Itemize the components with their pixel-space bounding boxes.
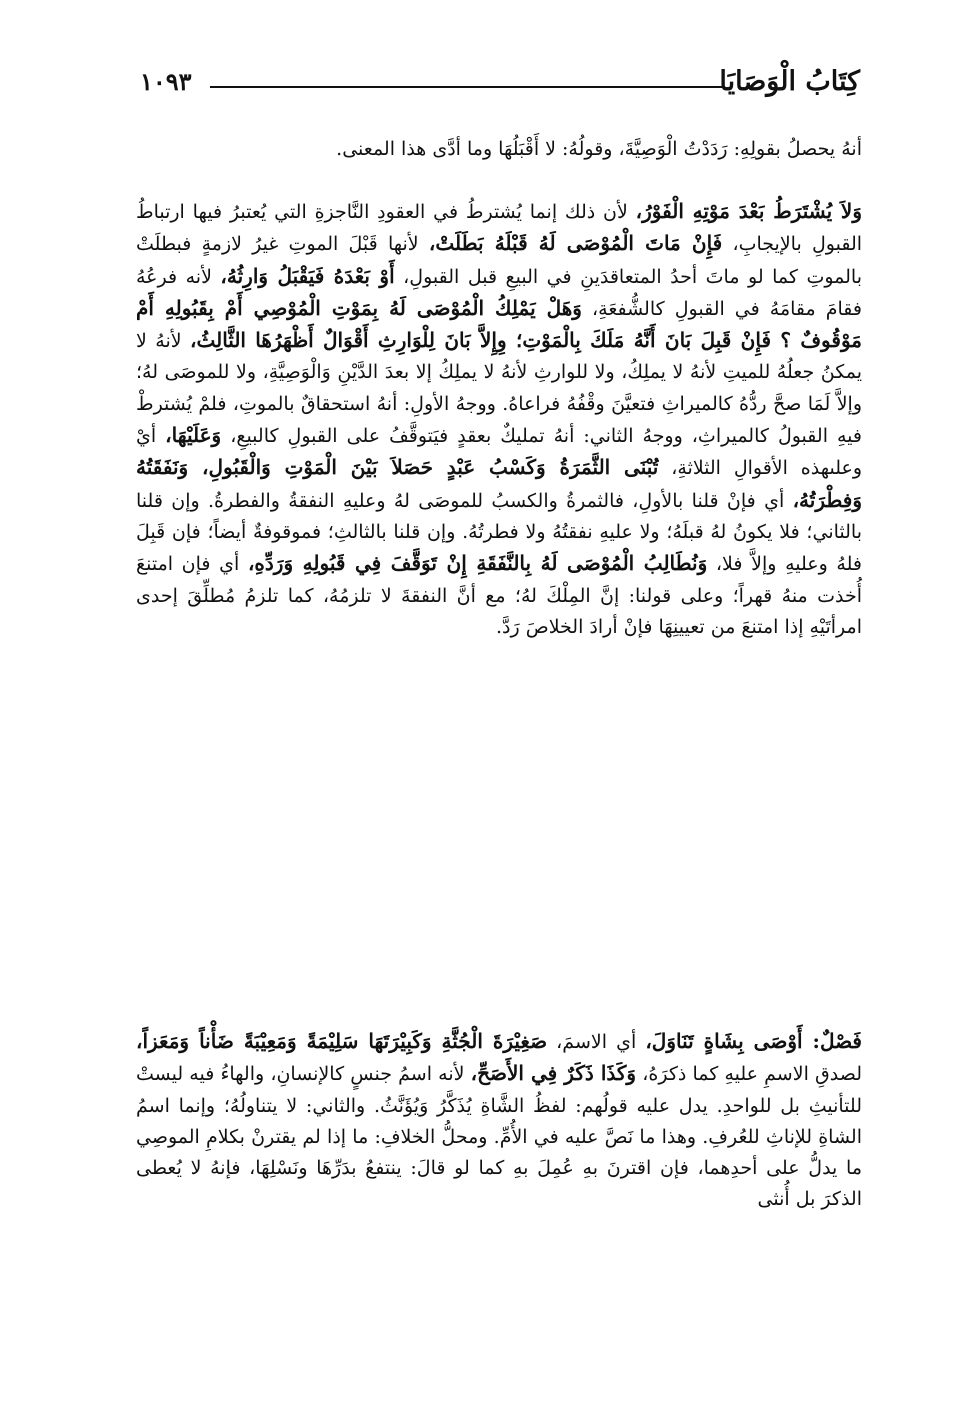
- commentary-text: لأن ذلك إنما يُشترطُ في العقودِ النَّاجزةِ التي يُعتبرُ فيها ارتباطُ القبولِ بالإيجابِ،: [136, 201, 863, 256]
- commentary-text: لأنها قَبْلَ الموتِ غيرُ لازمةٍ فبطلَتْ بالموتِ كما لو ماتَ أحدُ المتعاقدَينِ في البيعِ قبل القبولِ،: [136, 233, 863, 288]
- header-rule: [210, 86, 722, 88]
- chapter-title: كِتَابُ الْوَصَايَا: [719, 66, 860, 97]
- commentary-text: لأنهُ لا يمكنُ جعلُهُ للميتِ لأنهُ لا يملِكُ، ولا للوارثِ لأنهُ لا يملِكُ إلا بعدَ الدَّيْنِ وَالْوَصِيَّةِ، ولا للموصَى لهُ؛ وإلاَّ لَمَا صحَّ ردُّهُ كالميراثِ فتعيَّنَ وقْفُهُ فراعاهُ. ووجهُ الأولِ: أنهُ استحقاقٌ بالموتِ، فلمْ يُشترطْ فيهِ القبولُ كالميراثِ، ووجهُ الثاني: أنهُ تمليكٌ بعقدٍ فيَتوقَّفُ على القبولِ كالبيعِ،: [136, 330, 862, 448]
- commentary-text: لأنه اسمُ جنسٍ كالإنسانِ، والهاءُ فيه ليستْ للتأنيثِ بل للواحدِ. يدل عليه قولُهم: لفظُ الشَّاةِ يُذَكَّرُ وَيُؤَنَّثُ. والثاني: لا يتناولُهُ؛ وإنما اسمُ الشاةِ للإناثِ للعُرفِ. وهذا ما نَصَّ عليه في الأُمِّ. ومحلُّ الخلافِ: ما إذا لم يقترنْ بكلامِ الموصِي ما يدلُّ على أحدِهما، فإن اقترنَ بهِ عُمِلَ بهِ كما لو قالَ: ينتفعُ بدَرِّهَا ونَسْلِهَا، فإنهُ لا يُعطى الذكرَ بل أُنثى: [136, 1063, 862, 1211]
- matn-text: وَعَلَيْهَا،: [165, 423, 222, 448]
- matn-text: صَغِيْرَةَ الْجُثَّةِ وَكَبِيْرَتَهَا سَلِيْمَةً وَمَعِيْبَةً ضَأْناً وَمَعَزاً،: [136, 1029, 548, 1053]
- paragraph-section-sheep: [136, 1026, 862, 1216]
- commentary-text: أيْ وعلىهذه الأقوالِ الثلاثةِ،: [136, 425, 863, 480]
- matn-text: وَهَلْ يَمْلِكُ الْمُوْصَى لَهُ بِمَوْتِ الْمُوْصِي أَمْ بِقَبُولِهِ أَمْ مَوْقُوفٌ ؟ فَإِنْ قَبِلَ بَانَ أَنَّهُ مَلَكَ بِالْمَوْتِ؛ وِإِلاَّ بَانَ لِلْوَارِثِ أَقْوَالٌ أَظْهَرُهَا الثَّالِثُ،: [136, 295, 862, 353]
- matn-text: أَوْ بَعْدَهُ فَيَقْبَلُ وَارِثُهُ،: [220, 263, 395, 288]
- commentary-text: أي فإنْ قلنا بالأولِ، فالثمرةُ والكسبُ للموصَى لهُ وعليهِ النفقةُ والفطرةُ. وإن قلنا بالثاني؛ فلا يكونُ لهُ قبلَهُ؛ ولا عليهِ نفقتُهُ ولا فطرتُهُ. وإن قلنا بالثالثِ؛ فموقوفةٌ أيضاً؛ فإن قَبِلَ فلهُ وعليهِ وإلاَّ فلا،: [136, 489, 862, 576]
- matn-text: وَنُطَالِبُ الْمُوْصَى لَهُ بِالنَّفَقَةِ إِنْ تَوَقَّفَ فِي قَبُولِهِ وَرَدِّهِ،: [247, 551, 708, 576]
- page-number: ١٠٩٣: [140, 67, 192, 96]
- commentary-text: أنهُ يحصلُ بقولِهِ: رَدَدْتُ الْوَصِيَّةَ، وقولُهُ: لا أَقْبَلُهَا وما أدَّى هذا المعنى.: [336, 138, 862, 160]
- commentary-text: أي فإن امتنعَ أُخذت منهُ قهراً؛ وعلى قولنا: إنَّ المِلْكَ لهُ؛ مع أنَّ النفقةَ لا تلزمُهُ، كما تلزمُ مُطلِّقَ إحدى امرأتَيْهِ إذا امتنعَ من تعيينِهَا فإنْ أرادَ الخلاصَ رَدَّ.: [136, 553, 862, 638]
- commentary-text: لصدقِ الاسمِ عليهِ كما ذكرَهُ،: [636, 1063, 862, 1086]
- running-header: [140, 62, 860, 106]
- paragraph-continuation: [136, 134, 862, 165]
- paragraph-text: [136, 196, 862, 643]
- matn-text: وَلاَ يُشْتَرَطُ بَعْدَ مَوْتِهِ الْفَوْرُ،: [635, 199, 862, 223]
- matn-text: وَكَذَا ذَكَرٌ فِي الأَصَحِّ،: [470, 1061, 637, 1086]
- paragraph-bequest-acceptance: [136, 196, 862, 643]
- paragraph-text: [136, 134, 862, 165]
- matn-text: تُبْنَى الثَّمَرَةُ وَكَسْبُ عَبْدٍ حَصَلاَ بَيْنَ الْمَوْتِ وَالْقَبُولِ، وَنَفَقَتُهُ وَفِطْرَتُهُ،: [136, 455, 862, 512]
- commentary-text: أي الاسمَ،: [547, 1031, 646, 1053]
- commentary-text: لأنه فرعُهُ فقامَ مقامَهُ في القبولِ كالشُّفعَةِ،: [136, 265, 863, 320]
- matn-text: فَإِنْ مَاتَ الْمُوْصَى لَهُ قَبْلَهُ بَطَلَتْ،: [428, 231, 723, 256]
- matn-text: فَصْلٌ: أَوْصَى بِشَاةٍ تَنَاوَلَ،: [645, 1029, 862, 1053]
- paragraph-text: [136, 1026, 862, 1216]
